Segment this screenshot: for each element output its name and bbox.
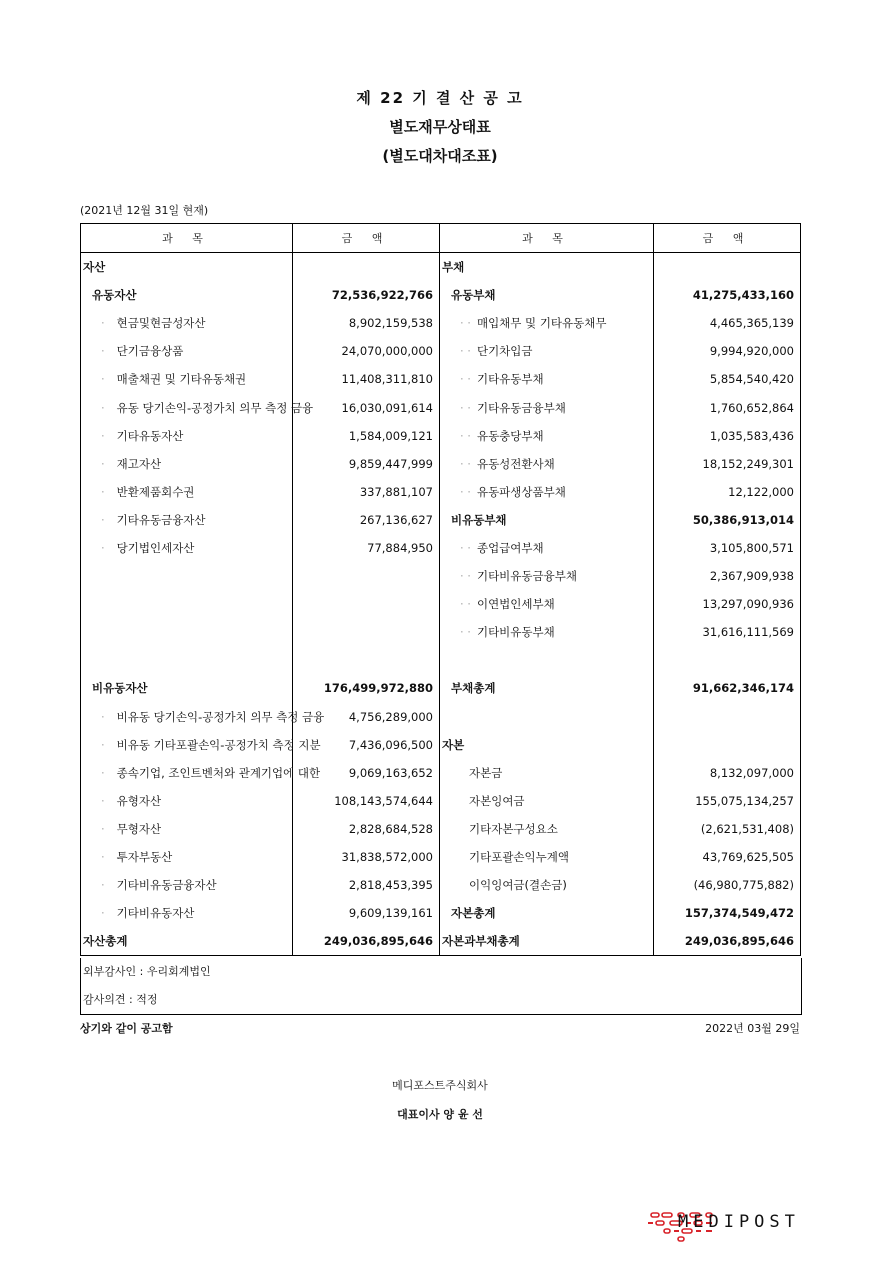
right-amount-cell: 4,465,365,139: [654, 309, 801, 337]
table-row: [81, 759, 801, 787]
left-amount-cell: 77,884,950: [293, 534, 440, 562]
table-row: [81, 253, 801, 282]
right-amount-cell: (46,980,775,882): [654, 871, 801, 899]
table-row: [81, 337, 801, 365]
right-account-cell: 기타자본구성요소: [440, 815, 654, 843]
table-row: [81, 843, 801, 871]
right-amount-cell: 249,036,895,646: [654, 927, 801, 956]
left-account-cell: · 종속기업, 조인트벤처와 관계기업에 대한: [81, 759, 293, 787]
left-account-cell: [81, 590, 293, 618]
right-account-cell: · · 유동파생상품부채: [440, 478, 654, 506]
left-amount-cell: 176,499,972,880: [293, 674, 440, 702]
right-account-cell: 부채: [440, 253, 654, 282]
table-row: [81, 534, 801, 562]
table-row: [81, 731, 801, 759]
left-amount-cell: [293, 618, 440, 646]
table-row: [81, 478, 801, 506]
as-of-date: (2021년 12월 31일 현재): [80, 204, 209, 217]
right-amount-cell: 157,374,549,472: [654, 899, 801, 927]
left-amount-cell: [293, 646, 440, 674]
right-amount-cell: 50,386,913,014: [654, 506, 801, 534]
left-account-cell: 유동자산: [81, 281, 293, 309]
table-row: [81, 365, 801, 393]
medipost-logo-text: MEDIPOST: [678, 1212, 800, 1232]
left-account-cell: 비유동자산: [81, 674, 293, 702]
right-amount-cell: 43,769,625,505: [654, 843, 801, 871]
left-account-cell: · 비유동 당기손익-공정가치 의무 측정 금융: [81, 703, 293, 731]
left-amount-cell: 9,859,447,999: [293, 450, 440, 478]
right-account-cell: 자본금: [440, 759, 654, 787]
right-account-cell: 자본: [440, 731, 654, 759]
table-row: [81, 899, 801, 927]
ceo-name: 대표이사 양 윤 선: [397, 1108, 483, 1121]
left-account-cell: · 무형자산: [81, 815, 293, 843]
left-amount-cell: 72,536,922,766: [293, 281, 440, 309]
table-row: [81, 393, 801, 421]
table-row: [81, 590, 801, 618]
header-amount-right: 금 액: [654, 224, 801, 253]
right-account-cell: · · 이연법인세부채: [440, 590, 654, 618]
right-account-cell: · · 종업급여부채: [440, 534, 654, 562]
left-account-cell: · 유동 당기손익-공정가치 의무 측정 금융: [81, 393, 293, 421]
left-account-cell: · 재고자산: [81, 450, 293, 478]
left-account-cell: · 현금및현금성자산: [81, 309, 293, 337]
right-account-cell: · · 기타비유동금융부채: [440, 562, 654, 590]
right-account-cell: · · 단기차입금: [440, 337, 654, 365]
left-account-cell: · 반환제품회수권: [81, 478, 293, 506]
right-amount-cell: 31,616,111,569: [654, 618, 801, 646]
left-amount-cell: 11,408,311,810: [293, 365, 440, 393]
left-account-cell: [81, 646, 293, 674]
table-row: [81, 281, 801, 309]
left-account-cell: · 당기법인세자산: [81, 534, 293, 562]
right-amount-cell: 13,297,090,936: [654, 590, 801, 618]
right-amount-cell: 12,122,000: [654, 478, 801, 506]
right-amount-cell: [654, 703, 801, 731]
right-account-cell: 자본과부채총계: [440, 927, 654, 956]
table-row: [81, 506, 801, 534]
announcement-date: 2022년 03월 29일: [705, 1022, 800, 1035]
left-amount-cell: 1,584,009,121: [293, 422, 440, 450]
company-name: 메디포스트주식회사: [392, 1079, 488, 1092]
left-amount-cell: 31,838,572,000: [293, 843, 440, 871]
right-amount-cell: 5,854,540,420: [654, 365, 801, 393]
left-account-cell: 자산: [81, 253, 293, 282]
right-amount-cell: 1,035,583,436: [654, 422, 801, 450]
right-amount-cell: 91,662,346,174: [654, 674, 801, 702]
right-account-cell: 부채총계: [440, 674, 654, 702]
right-account-cell: 이익잉여금(결손금): [440, 871, 654, 899]
auditor-note: 외부감사인 : 우리회계법인: [80, 958, 802, 986]
right-amount-cell: [654, 646, 801, 674]
left-account-cell: · 기타비유동금융자산: [81, 871, 293, 899]
statement-title: 별도재무상태표: [389, 118, 491, 136]
table-row: [81, 309, 801, 337]
right-account-cell: 유동부채: [440, 281, 654, 309]
right-amount-cell: 2,367,909,938: [654, 562, 801, 590]
table-row: [81, 562, 801, 590]
right-account-cell: 자본총계: [440, 899, 654, 927]
right-amount-cell: 1,760,652,864: [654, 393, 801, 421]
left-account-cell: [81, 562, 293, 590]
right-account-cell: 비유동부채: [440, 506, 654, 534]
table-row: [81, 618, 801, 646]
table-row: [81, 703, 801, 731]
table-row: [81, 787, 801, 815]
right-amount-cell: [654, 731, 801, 759]
table-header-row: [81, 224, 801, 253]
right-amount-cell: 9,994,920,000: [654, 337, 801, 365]
left-amount-cell: 337,881,107: [293, 478, 440, 506]
left-amount-cell: 249,036,895,646: [293, 927, 440, 956]
table-row: [81, 422, 801, 450]
right-account-cell: [440, 646, 654, 674]
report-title: 제 22 기 결 산 공 고: [356, 89, 524, 107]
right-account-cell: [440, 703, 654, 731]
left-amount-cell: 267,136,627: [293, 506, 440, 534]
left-amount-cell: 24,070,000,000: [293, 337, 440, 365]
statement-subtitle: (별도대차대조표): [382, 147, 498, 165]
left-account-cell: · 단기금융상품: [81, 337, 293, 365]
right-account-cell: 기타포괄손익누계액: [440, 843, 654, 871]
left-amount-cell: 9,609,139,161: [293, 899, 440, 927]
right-amount-cell: 155,075,134,257: [654, 787, 801, 815]
left-amount-cell: 108,143,574,644: [293, 787, 440, 815]
left-amount-cell: [293, 590, 440, 618]
table-row: [81, 871, 801, 899]
right-amount-cell: 18,152,249,301: [654, 450, 801, 478]
left-account-cell: 자산총계: [81, 927, 293, 956]
left-amount-cell: 8,902,159,538: [293, 309, 440, 337]
right-account-cell: · · 유동충당부채: [440, 422, 654, 450]
left-account-cell: · 기타유동금융자산: [81, 506, 293, 534]
left-amount-cell: 4,756,289,000: [293, 703, 440, 731]
right-account-cell: · · 유동성전환사채: [440, 450, 654, 478]
left-amount-cell: 16,030,091,614: [293, 393, 440, 421]
left-amount-cell: 2,818,453,395: [293, 871, 440, 899]
right-account-cell: · · 매입채무 및 기타유동채무: [440, 309, 654, 337]
table-row: [81, 450, 801, 478]
table-row: [81, 927, 801, 956]
right-amount-cell: (2,621,531,408): [654, 815, 801, 843]
audit-opinion-note: 감사의견 : 적정: [80, 986, 802, 1015]
right-account-cell: · · 기타유동부채: [440, 365, 654, 393]
left-account-cell: · 투자부동산: [81, 843, 293, 871]
left-amount-cell: [293, 253, 440, 282]
left-account-cell: · 유형자산: [81, 787, 293, 815]
left-account-cell: · 기타유동자산: [81, 422, 293, 450]
closing-statement: 상기와 같이 공고함: [80, 1022, 173, 1035]
header-account-right: 과 목: [440, 224, 654, 253]
left-account-cell: · 기타비유동자산: [81, 899, 293, 927]
left-account-cell: [81, 618, 293, 646]
header-account-left: 과 목: [81, 224, 293, 253]
left-amount-cell: 7,436,096,500: [293, 731, 440, 759]
right-account-cell: 자본잉여금: [440, 787, 654, 815]
balance-sheet-table: [80, 223, 801, 956]
left-account-cell: · 비유동 기타포괄손익-공정가치 측정 지분: [81, 731, 293, 759]
right-account-cell: · · 기타비유동부채: [440, 618, 654, 646]
right-amount-cell: 41,275,433,160: [654, 281, 801, 309]
right-account-cell: · · 기타유동금융부채: [440, 393, 654, 421]
left-amount-cell: 9,069,163,652: [293, 759, 440, 787]
left-amount-cell: [293, 562, 440, 590]
table-row: [81, 674, 801, 702]
left-amount-cell: 2,828,684,528: [293, 815, 440, 843]
right-amount-cell: [654, 253, 801, 282]
right-amount-cell: 8,132,097,000: [654, 759, 801, 787]
table-row: [81, 646, 801, 674]
table-row: [81, 815, 801, 843]
left-account-cell: · 매출채권 및 기타유동채권: [81, 365, 293, 393]
header-amount-left: 금 액: [293, 224, 440, 253]
right-amount-cell: 3,105,800,571: [654, 534, 801, 562]
